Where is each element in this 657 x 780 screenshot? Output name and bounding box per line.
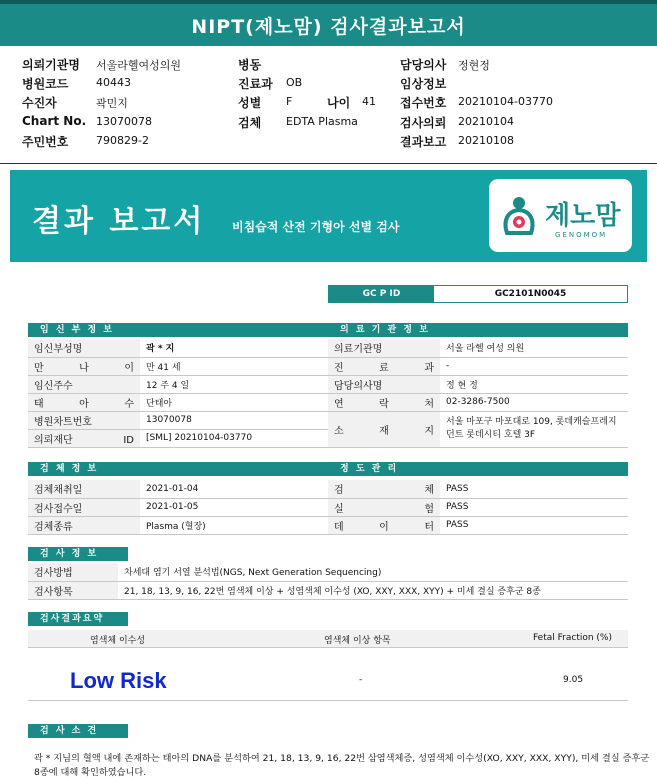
row-label: 검체채취일 bbox=[28, 480, 140, 498]
row-label: 병원차트번호 bbox=[28, 411, 140, 429]
row-value: [SML] 20210104-03770 bbox=[140, 429, 328, 447]
pregnant-info-table bbox=[28, 339, 328, 448]
gc-pid-value: GC2101N0045 bbox=[494, 289, 567, 299]
fetal-fraction-value: 9.05 bbox=[563, 675, 584, 685]
row-label: 검사방법 bbox=[28, 563, 118, 581]
header-value: 정현정 bbox=[458, 59, 490, 72]
abnormal-items-value: - bbox=[359, 675, 363, 685]
institution-info-header: 의 료 기 관 정 보 bbox=[328, 323, 628, 337]
header-label: 검체 bbox=[238, 116, 262, 130]
table-row bbox=[328, 498, 628, 516]
row-value: 21, 18, 13, 9, 16, 22번 염색체 이상 + 성염색체 이수성 (XO, XXY, XXX, XYY) + 미세 결실 증후군 8종 bbox=[118, 581, 628, 599]
table-row bbox=[328, 516, 628, 534]
remark-text: 곽 * 지님의 혈액 내에 존재하는 태아의 DNA를 분석하여 21, 18, 13, 9, 16, 22번 삼염색체증, 성염색체 이수성(XO, XXY, XXX, XYY), 미세 결실 증후군 8종에 대해 확인하였습니다. bbox=[34, 753, 650, 778]
row-value: 정 현 정 bbox=[440, 375, 628, 393]
header-value: EDTA Plasma bbox=[286, 115, 358, 128]
header-value: 790829-2 bbox=[96, 134, 149, 147]
mother-baby-icon bbox=[501, 195, 539, 235]
logo-text-korean: 제노맘 bbox=[545, 201, 621, 231]
low-risk-result: Low Risk bbox=[70, 668, 167, 693]
row-value: 12 주 4 일 bbox=[140, 375, 328, 393]
row-label: 담당의사명 bbox=[328, 375, 440, 393]
header-value: OB bbox=[286, 76, 303, 89]
header-label: 병원코드 bbox=[22, 77, 69, 91]
row-value: 2021-01-04 bbox=[140, 480, 328, 498]
table-row bbox=[28, 375, 328, 393]
divider bbox=[28, 700, 628, 701]
row-label: 소 재 지 bbox=[328, 411, 440, 447]
row-value: Plasma (혈장) bbox=[140, 516, 328, 534]
col-abnormal-items: 염색체 이상 항목 bbox=[324, 636, 391, 646]
table-row bbox=[328, 357, 628, 375]
row-label: 검사항목 bbox=[28, 581, 118, 599]
row-value: 곽 * 지 bbox=[140, 339, 328, 357]
banner-title: 결과 보고서 bbox=[32, 204, 206, 239]
table-row bbox=[28, 581, 628, 599]
header-label: 나이 bbox=[327, 96, 351, 110]
table-row bbox=[28, 563, 628, 581]
header-label: 검사의뢰 bbox=[400, 116, 447, 130]
header-value: 41 bbox=[362, 95, 376, 108]
qc-table bbox=[328, 480, 628, 535]
row-value: 차세대 염기 서열 분석법(NGS, Next Generation Sequencing) bbox=[118, 563, 628, 581]
header-value: 서울라헬여성의원 bbox=[96, 59, 182, 72]
pregnant-info-header: 임 신 부 정 보 bbox=[28, 323, 328, 337]
row-label: 의료기관명 bbox=[328, 339, 440, 357]
table-row bbox=[328, 411, 628, 447]
table-row bbox=[328, 480, 628, 498]
header-value: 20210104 bbox=[458, 115, 514, 128]
header-value: 20210108 bbox=[458, 134, 514, 147]
result-banner bbox=[10, 170, 647, 262]
banner-subtitle: 비침습적 산전 기형아 선별 검사 bbox=[232, 220, 400, 234]
result-summary-header: 검사결과요약 bbox=[28, 612, 128, 626]
table-row bbox=[28, 516, 328, 534]
row-value: 02-3286-7500 bbox=[440, 393, 628, 411]
header-label: 접수번호 bbox=[400, 96, 447, 110]
table-row bbox=[28, 411, 328, 429]
row-value: 서울 라헬 여성 의원 bbox=[440, 339, 628, 357]
header-label: 담당의사 bbox=[400, 58, 447, 72]
logo-text-english: GENOMOM bbox=[555, 231, 608, 239]
patient-header bbox=[0, 52, 657, 164]
header-label: 병동 bbox=[238, 58, 262, 72]
header-value: 40443 bbox=[96, 76, 131, 89]
table-row bbox=[328, 375, 628, 393]
row-label: 태 아 수 bbox=[28, 393, 140, 411]
table-row bbox=[28, 480, 328, 498]
report-title: NIPT(제노맘) 검사결과보고서 bbox=[0, 0, 657, 46]
table-row bbox=[28, 498, 328, 516]
remark-header: 검 사 소 견 bbox=[28, 724, 128, 738]
specimen-info-table bbox=[28, 480, 328, 535]
header-label: 의뢰기관명 bbox=[22, 58, 80, 72]
header-label: 진료과 bbox=[238, 77, 273, 91]
row-value: 2021-01-05 bbox=[140, 498, 328, 516]
table-row bbox=[28, 429, 328, 447]
col-fetal-fraction: Fetal Fraction (%) bbox=[533, 633, 612, 643]
institution-info-table bbox=[328, 339, 628, 448]
qc-header: 정 도 관 리 bbox=[328, 462, 628, 476]
row-label: 검 체 bbox=[328, 480, 440, 498]
table-row bbox=[28, 393, 328, 411]
test-info-table bbox=[28, 563, 628, 600]
row-label: 임신주수 bbox=[28, 375, 140, 393]
header-label: 수진자 bbox=[22, 96, 57, 110]
specimen-info-header: 검 체 정 보 bbox=[28, 462, 328, 476]
table-row bbox=[328, 339, 628, 357]
table-row bbox=[28, 357, 328, 375]
header-value: 곽민지 bbox=[96, 97, 128, 110]
row-label: 의뢰재단 ID bbox=[28, 429, 140, 447]
row-label: 데 이 터 bbox=[328, 516, 440, 534]
row-value: PASS bbox=[440, 498, 628, 516]
col-aneuploidy: 염색체 이수성 bbox=[90, 636, 146, 646]
result-summary-columns bbox=[28, 630, 628, 648]
table-row bbox=[328, 393, 628, 411]
row-label: 임신부성명 bbox=[28, 339, 140, 357]
row-label: 검체종류 bbox=[28, 516, 140, 534]
header-value: 20210104-03770 bbox=[458, 95, 553, 108]
row-value: PASS bbox=[440, 480, 628, 498]
table-row bbox=[28, 339, 328, 357]
row-label: 연 락 처 bbox=[328, 393, 440, 411]
row-label: 실 험 bbox=[328, 498, 440, 516]
header-value: F bbox=[286, 95, 293, 108]
header-label: 결과보고 bbox=[400, 135, 447, 149]
header-label: 성별 bbox=[238, 96, 262, 110]
row-value: PASS bbox=[440, 516, 628, 534]
test-info-header: 검 사 정 보 bbox=[28, 547, 128, 561]
row-label: 진 료 과 bbox=[328, 357, 440, 375]
header-label: 주민번호 bbox=[22, 135, 69, 149]
header-label: 임상정보 bbox=[400, 77, 447, 91]
row-value: 13070078 bbox=[140, 411, 328, 429]
gc-pid-label: GC P ID bbox=[329, 286, 434, 302]
genomom-logo bbox=[489, 179, 632, 252]
row-value: 서울 마포구 마포대로 109, 롯데캐슬프레지던트 롯데시티 호텔 3F bbox=[440, 411, 628, 447]
row-value: 만 41 세 bbox=[140, 357, 328, 375]
row-value: 단태아 bbox=[140, 393, 328, 411]
gc-pid-box bbox=[328, 285, 628, 303]
row-value: - bbox=[440, 357, 628, 375]
row-label: 만 나 이 bbox=[28, 357, 140, 375]
header-value: 13070078 bbox=[96, 115, 152, 128]
header-label: Chart No. bbox=[22, 114, 87, 128]
row-label: 검사접수일 bbox=[28, 498, 140, 516]
